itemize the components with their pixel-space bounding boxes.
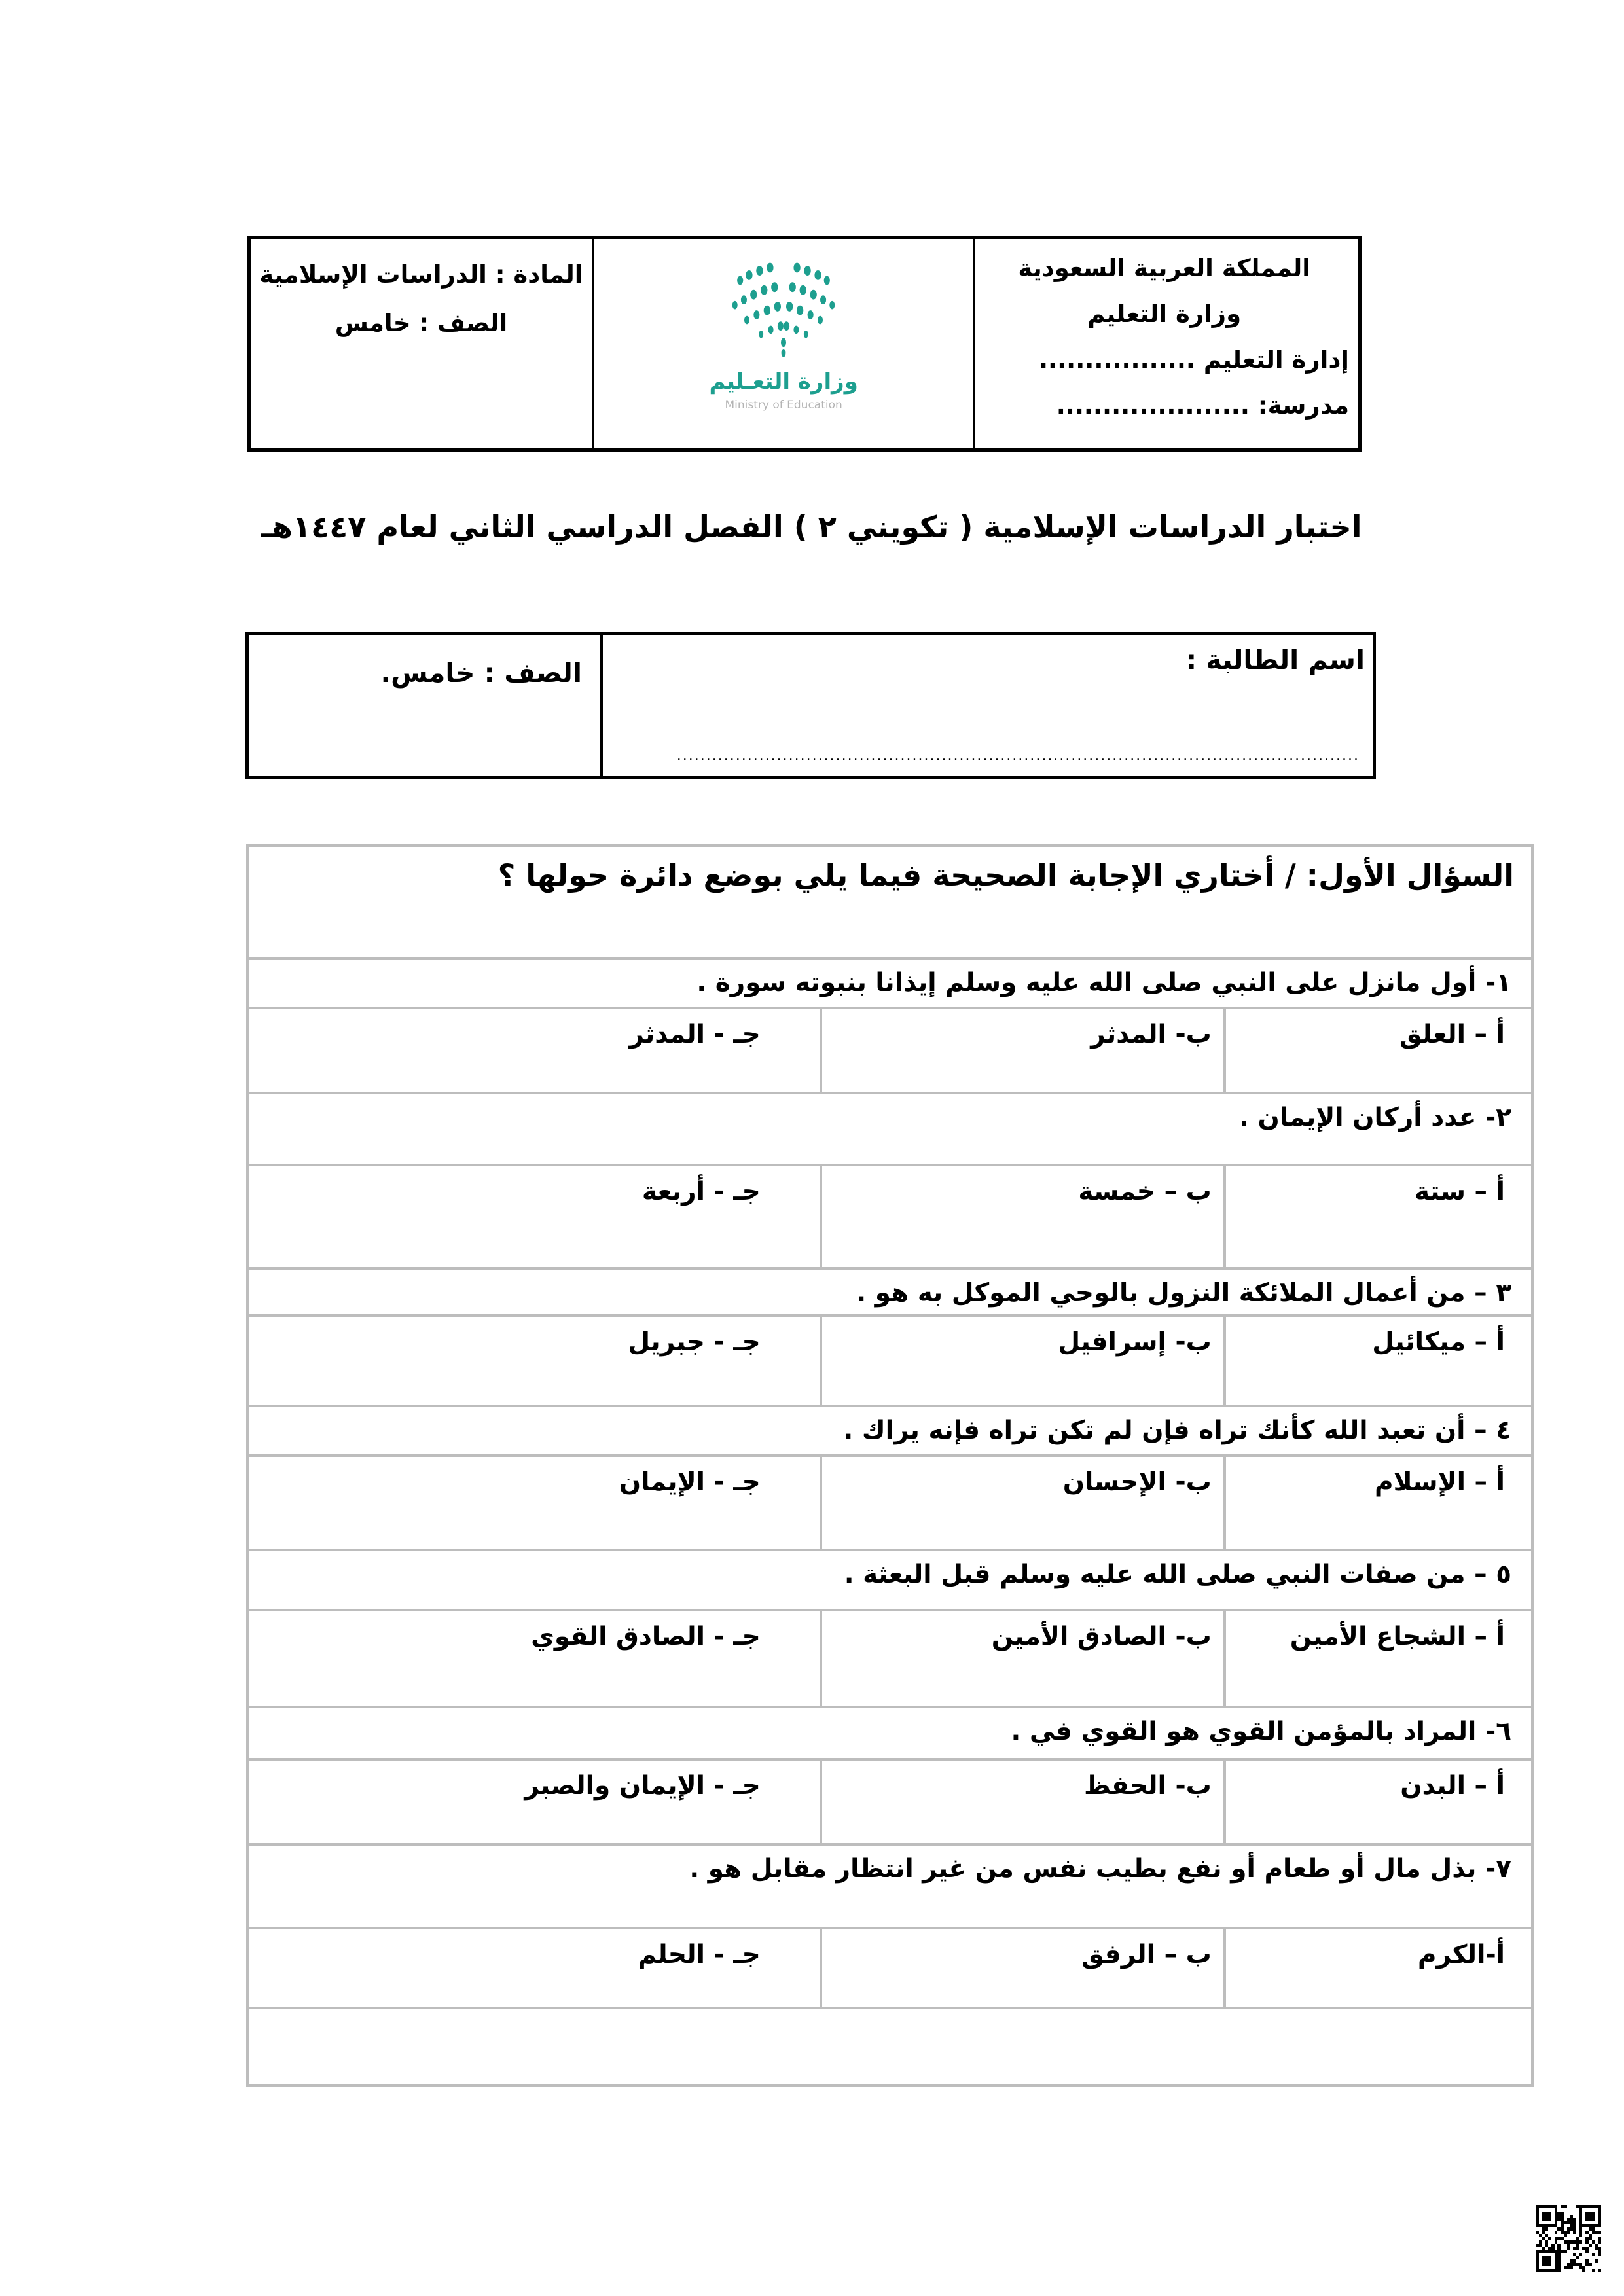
student-info-table [245,632,1376,779]
logo-wordmark: وزارة التعـليم [709,368,858,395]
question-4-text: ٤ – أن تعبد الله كأنك تراه فإن لم تكن تراه فإنه يراك . [249,1405,1531,1454]
question-5-options [249,1609,1531,1706]
question-6-option-a[interactable]: أ – البدن [1223,1761,1531,1843]
student-name-write-line[interactable]: .................................................................................................................... [676,747,1360,764]
empty-row [249,2007,1531,2084]
question-6-option-b[interactable]: ب- الحفظ [820,1761,1223,1843]
question-7-option-a[interactable]: أ-الكرم [1223,1929,1531,2007]
ministry-of-education-logo-icon [708,257,859,365]
question-4-options [249,1454,1531,1549]
question-3-option-c[interactable]: جـ - جبريل [628,1327,761,1357]
logo-subtitle: Ministry of Education [725,399,842,412]
question-4-option-a[interactable]: أ – الإسلام [1223,1457,1531,1549]
question-5-option-a[interactable]: أ – الشجاع الأمين [1223,1611,1531,1706]
question-7-option-b[interactable]: ب – الرفق [820,1929,1223,2007]
question-table [246,844,1534,2087]
question-7-text: ٧- بذل مال أو طعام أو نفع بطيب نفس من غير انتظار مقابل هو . [249,1843,1531,1927]
question-2-option-a[interactable]: أ – ستة [1223,1166,1531,1267]
student-name-cell [600,635,1373,776]
header-kingdom-cell [975,239,1358,448]
student-class-cell: الصف : خامس. [380,657,582,689]
question-3-option-b[interactable]: ب- إسرافيل [820,1317,1223,1405]
question-3-option-a[interactable]: أ – ميكائيل [1223,1317,1531,1405]
question-6-option-c[interactable]: جـ - الإيمان والصبر [524,1771,761,1801]
question-2-option-c[interactable]: جـ - أربعة [641,1177,761,1206]
question-4-option-c[interactable]: جـ - الإيمان [619,1467,761,1497]
education-admin-line: إدارة التعليم ................. [1039,346,1349,374]
student-name-label: اسم الطالبة : [1185,644,1365,675]
header-table [247,236,1362,452]
grade-line: الصف : خامس [334,309,508,337]
question-2-text: ٢- عدد أركان الإيمان . [249,1092,1531,1164]
question-6-options [249,1758,1531,1843]
question-2-option-b[interactable]: ب – خمسة [820,1166,1223,1267]
question-4-option-b[interactable]: ب- الإحسان [820,1457,1223,1549]
question-7-option-c[interactable]: جـ - الحلم [638,1940,761,1969]
exam-title: اختبار الدراسات الإسلامية ( تكويني ٢ ) الفصل الدراسي الثاني لعام ١٤٤٧هـ [261,509,1362,545]
section-heading: السؤال الأول: / أختاري الإجابة الصحيحة فيما يلي بوضع دائرة حولها ؟ [497,857,1514,893]
header-logo-cell [592,239,976,448]
question-3-text: ٣ – من أعمال الملائكة النزول بالوحي الموكل به هو . [249,1267,1531,1314]
question-1-option-a[interactable]: أ – العلق [1223,1009,1531,1092]
question-5-option-c[interactable]: جـ - الصادق القوي [531,1622,761,1651]
subject-line: المادة : الدراسات الإسلامية [259,260,583,289]
question-7-options [249,1927,1531,2007]
kingdom-line: المملكة العربية السعودية [1018,254,1310,282]
question-2-options [249,1164,1531,1267]
school-line: مدرسة: ..................... [1056,391,1349,420]
question-5-option-b[interactable]: ب- الصادق الأمين [820,1611,1223,1706]
question-5-text: ٥ – من صفات النبي صلى الله عليه وسلم قبل البعثة . [249,1549,1531,1609]
question-1-options [249,1007,1531,1092]
ministry-line: وزارة التعليم [1087,300,1242,328]
question-1-option-c[interactable]: جـ - المدثر [629,1020,761,1049]
question-6-text: ٦- المراد بالمؤمن القوي هو القوي في . [249,1706,1531,1758]
question-3-options [249,1314,1531,1405]
header-subject-cell [251,239,592,448]
qr-code [1536,2205,1601,2272]
question-1-text: ١- أول مانزل على النبي صلى الله عليه وسلم إيذانا بنبوته سورة . [249,957,1531,1007]
question-1-option-b[interactable]: ب- المدثر [820,1009,1223,1092]
